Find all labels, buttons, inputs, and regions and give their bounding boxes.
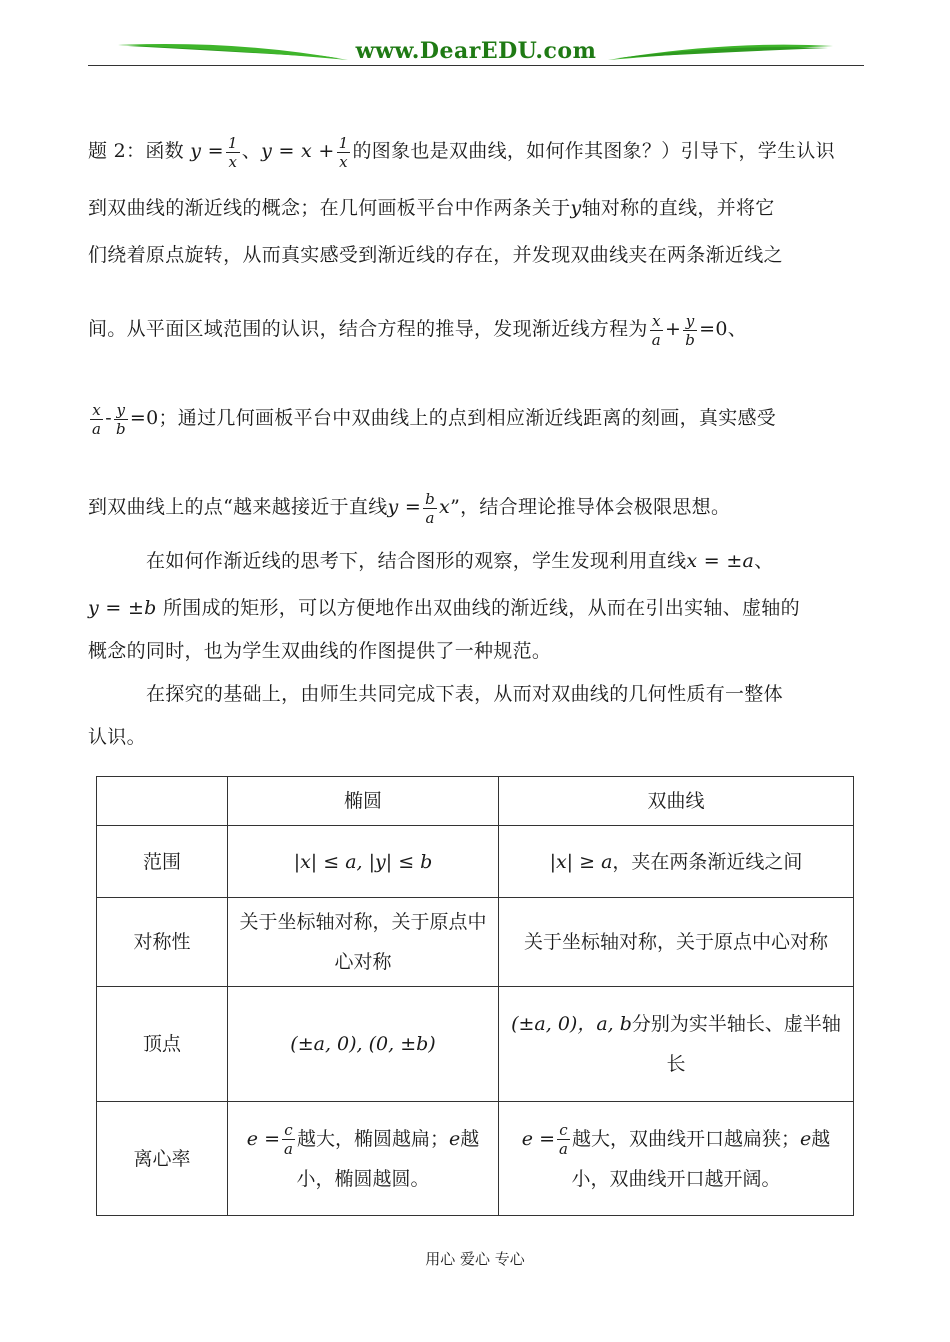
vertex-hyperbola: [499, 987, 854, 1102]
text-span: 轴对称的直线，并将它: [581, 197, 775, 219]
text-span: 题 2：函数: [88, 140, 184, 162]
text-span: 越小，椭圆越圆。: [296, 1127, 480, 1190]
paragraph-10: 在探究的基础上，由师生共同完成下表，从而对双曲线的几何性质有一整体: [146, 683, 783, 705]
symmetry-hyperbola: 关于坐标轴对称，关于原点中心对称: [499, 898, 854, 987]
row-label: 对称性: [97, 898, 228, 987]
text-span: 分别为实半轴长、虚半轴长: [631, 1013, 841, 1075]
table-header-hyperbola: 双曲线: [499, 777, 854, 826]
table-header-empty: [97, 777, 228, 826]
paragraph-11: 认识。: [88, 726, 146, 748]
paragraph-7: 在如何作渐近线的思考下，结合图形的观察，学生发现利用直线x = ±a、: [146, 550, 774, 572]
text-span: ，夹在两条渐近线之间: [612, 850, 803, 873]
paragraph-6: 到双曲线上的点“越来越接近于直线y = $\frac{b}{a}$ x”，结合理论推导体会极限思想。: [88, 489, 731, 527]
paragraph-5: $\frac{x}{a}$ - $\frac{y}{b}$ =0；通过几何画板平台中双曲线上的点到相应渐近线距离的刻画，真实感受: [92, 400, 777, 438]
eccentricity-ellipse: e = $\frac{c}{a}$ 越大，椭圆越扁；e越小，椭圆越圆。: [228, 1102, 499, 1216]
range-ellipse: |x| ≤ a, |y| ≤ b: [228, 826, 499, 898]
table-header-ellipse: 椭圆: [228, 777, 499, 826]
text-span: ；通过几何画板平台中双曲线上的点到相应渐近线距离的刻画，真实感受: [158, 407, 777, 429]
math-span: |x| ≥ a: [549, 850, 613, 873]
site-logo-text: www.DearEDU.com: [355, 38, 597, 64]
text-span: 到双曲线上的点“越来越接近于直线: [88, 496, 388, 518]
row-label: 顶点: [97, 987, 228, 1102]
page-footer: 用心 爱心 专心: [425, 1250, 525, 1268]
row-label: 范围: [97, 826, 228, 898]
eccentricity-hyperbola: e = $\frac{c}{a}$ 越大，双曲线开口越扁狭；e越小，双曲线开口越开阔。: [499, 1102, 854, 1216]
row-label: 离心率: [97, 1102, 228, 1216]
table-row: [97, 826, 854, 898]
table-row: [97, 1102, 854, 1216]
paragraph-3: 们绕着原点旋转，从而真实感受到渐近线的存在，并发现双曲线夹在两条渐近线之: [88, 244, 783, 266]
text-span: 所围成的矩形，可以方便地作出双曲线的渐近线，从而在引出实轴、虚轴的: [162, 597, 800, 619]
paragraph-2: 到双曲线的渐近线的概念；在几何画板平台中作两条关于y轴对称的直线，并将它: [88, 197, 775, 219]
text-span: 越大，椭圆越扁；: [296, 1127, 449, 1150]
vertex-ellipse: (±a, 0), (0, ±b): [228, 987, 499, 1102]
paragraph-9: 概念的同时，也为学生双曲线的作图提供了一种规范。: [88, 640, 552, 662]
paragraph-4: 间。从平面区域范围的认识，结合方程的推导，发现渐近线方程为 $\frac{x}{a}$ + $\frac{y}{b}$ =0、: [88, 311, 748, 349]
header-rule: [88, 65, 864, 66]
text-span: 间。从平面区域范围的认识，结合方程的推导，发现渐近线方程为: [88, 318, 648, 340]
paragraph-1: 题 2：函数 y = $\frac{1}{x}$ 、y = x + $\frac{1}{x}$ 的图象也是双曲线，如何作其图象？）引导下，学生认识: [88, 133, 835, 171]
text-span: 的图象也是双曲线，如何作其图象？）引导下，学生认识: [352, 140, 835, 162]
page-header: [88, 36, 864, 72]
table-row: [97, 898, 854, 987]
text-span: 在如何作渐近线的思考下，结合图形的观察，学生发现利用直线: [146, 550, 687, 572]
range-hyperbola: [499, 826, 854, 898]
text-span: ”，结合理论推导体会极限思想。: [450, 496, 731, 518]
math-span: (±a, 0)，a, b: [511, 1013, 632, 1035]
table-row: [97, 987, 854, 1102]
text-span: 越大，双曲线开口越扁狭；: [571, 1127, 800, 1150]
paragraph-8: y = ±b 所围成的矩形，可以方便地作出双曲线的渐近线，从而在引出实轴、虚轴的: [88, 597, 800, 619]
properties-table: [96, 776, 854, 1216]
text-span: 越小，双曲线开口越开阔。: [571, 1127, 831, 1190]
symmetry-ellipse: 关于坐标轴对称，关于原点中心对称: [228, 898, 499, 987]
text-span: 到双曲线的渐近线的概念；在几何画板平台中作两条关于: [88, 197, 571, 219]
